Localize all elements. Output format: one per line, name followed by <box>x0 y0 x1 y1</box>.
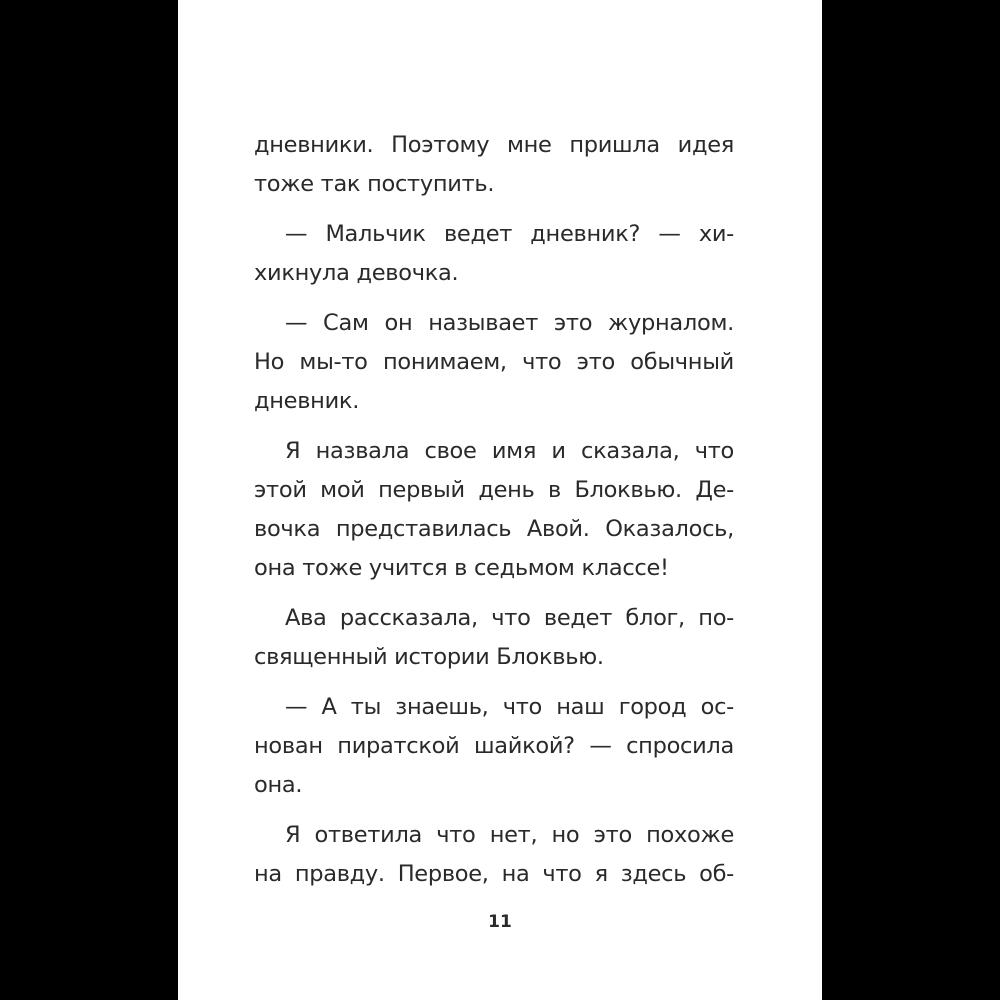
book-page <box>178 0 822 1000</box>
text-line: Ава рассказала, что ведет блог, по- <box>285 605 734 631</box>
text-line: она тоже учится в седьмом классе! <box>254 555 669 581</box>
text-line: священный истории Блоквью. <box>254 644 604 670</box>
text-line: тоже так поступить. <box>254 171 495 197</box>
text-line: хикнула девочка. <box>254 260 459 286</box>
text-line: дневник. <box>254 388 360 414</box>
text-line: — Сам он называет это журналом. <box>285 310 734 336</box>
text-line: Я ответила что нет, но это похоже <box>285 822 734 848</box>
text-line: Но мы-то понимаем, что это обычный <box>254 349 734 375</box>
text-line: нован пиратской шайкой? — спросила <box>254 733 734 759</box>
text-line: — А ты знаешь, что наш город ос- <box>285 694 734 720</box>
page-text <box>254 126 734 894</box>
text-line: — Мальчик ведет дневник? — хи- <box>285 221 734 247</box>
text-line: Я назвала свое имя и сказала, что <box>285 438 734 464</box>
text-line: дневники. Поэтому мне пришла идея <box>254 132 734 158</box>
text-line: на правду. Первое, на что я здесь об- <box>254 861 734 887</box>
text-line: она. <box>254 772 303 798</box>
page-number: 11 <box>488 912 512 932</box>
text-line: вочка представилась Авой. Оказалось, <box>254 516 734 542</box>
text-line: этой мой первый день в Блоквью. Де- <box>254 477 734 503</box>
